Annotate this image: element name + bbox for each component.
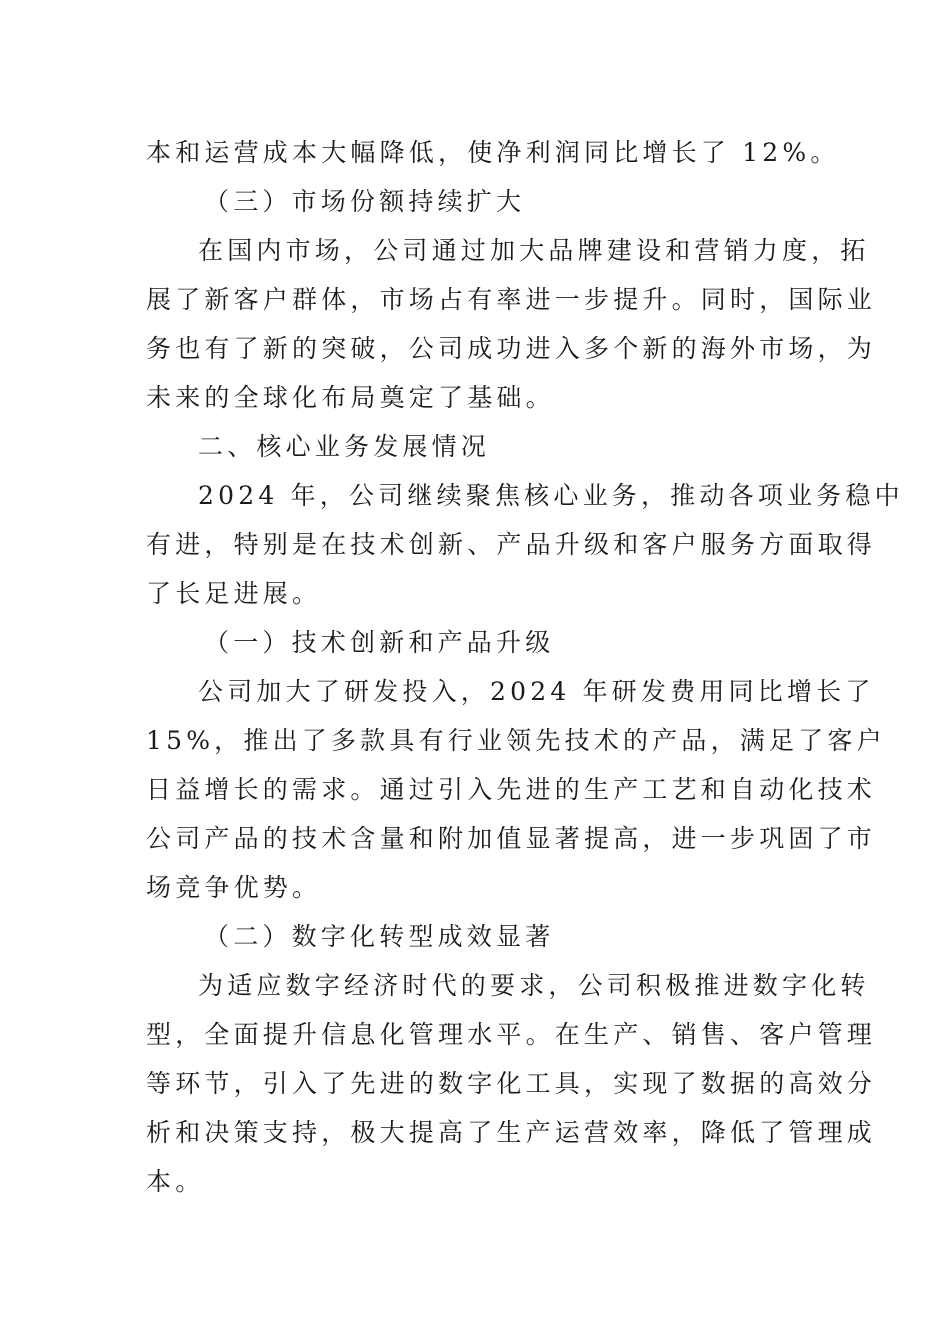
paragraph-line: 日益增长的需求。通过引入先进的生产工艺和自动化技术 <box>146 775 877 804</box>
paragraph-line: 为适应数字经济时代的要求，公司积极推进数字化转 <box>198 971 870 1000</box>
paragraph-line: 等环节，引入了先进的数字化工具，实现了数据的高效分 <box>146 1069 877 1098</box>
paragraph-line: 公司产品的技术含量和附加值显著提高，进一步巩固了市 <box>146 824 877 853</box>
paragraph-line: 本。 <box>146 1167 205 1196</box>
paragraph-line: 了长足进展。 <box>146 579 322 608</box>
paragraph-line: 型，全面提升信息化管理水平。在生产、销售、客户管理 <box>146 1020 877 1049</box>
paragraph-line: 在国内市场，公司通过加大品牌建设和营销力度，拓 <box>198 236 870 265</box>
paragraph-line: 15%，推出了多款具有行业领先技术的产品，满足了客户 <box>146 726 886 755</box>
paragraph-line: 未来的全球化布局奠定了基础。 <box>146 383 555 412</box>
section-heading-digital-transformation: （二）数字化转型成效显著 <box>204 922 555 951</box>
section-heading-core-business: 二、核心业务发展情况 <box>198 432 491 461</box>
paragraph-line: 务也有了新的突破，公司成功进入多个新的海外市场，为 <box>146 334 877 363</box>
paragraph-line: 有进，特别是在技术创新、产品升级和客户服务方面取得 <box>146 530 877 559</box>
paragraph-line: 析和决策支持，极大提高了生产运营效率，降低了管理成 <box>146 1118 877 1147</box>
section-heading-market-share: （三）市场份额持续扩大 <box>204 187 526 216</box>
paragraph-line: 本和运营成本大幅降低，使净利润同比增长了 12%。 <box>146 138 840 167</box>
document-body <box>146 128 904 1206</box>
section-heading-tech-innovation: （一）技术创新和产品升级 <box>204 628 555 657</box>
paragraph-line: 场竞争优势。 <box>146 873 322 902</box>
paragraph-line: 展了新客户群体，市场占有率进一步提升。同时，国际业 <box>146 285 877 314</box>
paragraph-line: 2024 年，公司继续聚焦核心业务，推动各项业务稳中 <box>198 481 904 510</box>
paragraph-line: 公司加大了研发投入，2024 年研发费用同比增长了 <box>198 677 875 706</box>
